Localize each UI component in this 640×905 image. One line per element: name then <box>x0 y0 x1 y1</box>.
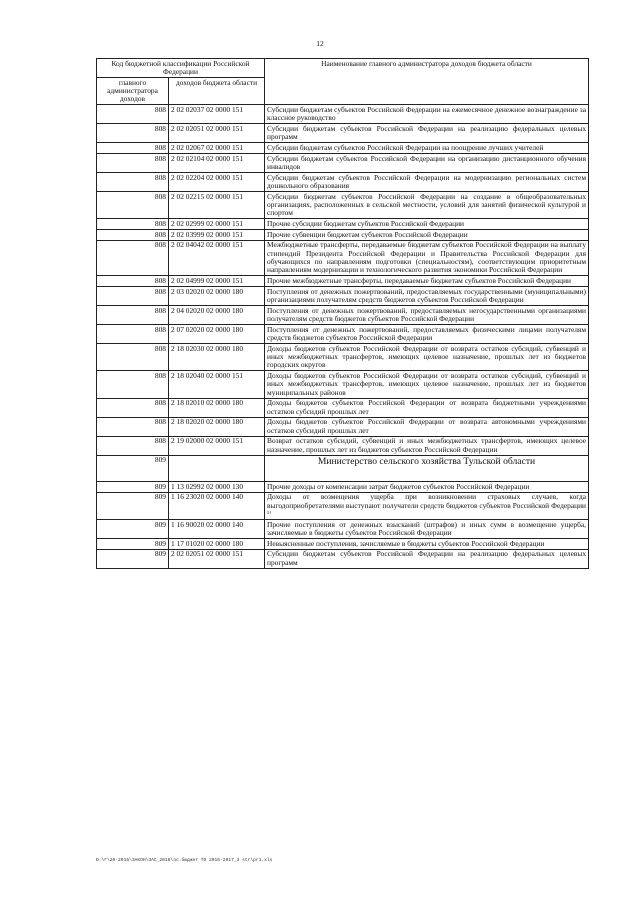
admin-code-cell: 808 <box>97 105 169 124</box>
income-name-cell: Субсидии бюджетам субъектов Российской Федерации на поощрение лучших учителей <box>265 143 589 154</box>
income-code-cell: 1 16 23020 02 0000 140 <box>169 492 265 519</box>
income-name-cell: Прочие межбюджетные трансферты, передаваемые бюджетам субъектов Российской Федерации <box>265 276 589 287</box>
income-code-cell <box>169 455 265 481</box>
table-row <box>97 549 589 568</box>
table-row <box>97 398 589 417</box>
income-name-cell: Доходы от возмещения ущерба при возникновении страховых случаев, когда выгодоприобретателями выступают получатели средств бюджетов субъектов Российской Федерации ¹⁾ <box>265 492 589 519</box>
income-code-cell: 2 02 02999 02 0000 151 <box>169 219 265 230</box>
income-code-cell: 2 02 02215 02 0000 151 <box>169 192 265 219</box>
income-code-cell: 2 07 02020 02 0000 180 <box>169 325 265 344</box>
admin-code-cell: 808 <box>97 306 169 325</box>
income-name-cell: Субсидии бюджетам субъектов Российской Федерации на модернизацию региональных систем дошкольного образования <box>265 173 589 192</box>
admin-code-cell: 809 <box>97 455 169 481</box>
table-row <box>97 417 589 436</box>
table-row <box>97 173 589 192</box>
page-number: 12 <box>316 39 324 48</box>
income-code-cell: 2 02 04999 02 0000 151 <box>169 276 265 287</box>
file-path-footer: D:\Г\20-2015\ЗАКОН\ЗАС_2016\зс.бюджет ТО 2015-2017_3 str\pr1.xls <box>96 858 273 863</box>
table-row <box>97 219 589 230</box>
admin-code-cell: 808 <box>97 344 169 371</box>
income-name-cell: Доходы бюджетов субъектов Российской Федерации от возврата остатков субсидий, субвенций и иных межбюджетных трансфертов, имеющих целевое назначение, прошлых лет из бюджетов городских округов <box>265 344 589 371</box>
income-code-cell: 2 02 02051 02 0000 151 <box>169 549 265 568</box>
income-name-cell: Субсидии бюджетам субъектов Российской Федерации на реализацию федеральных целевых программ <box>265 124 589 143</box>
admin-code-cell: 809 <box>97 520 169 539</box>
table-body <box>97 105 589 568</box>
admin-code-cell: 808 <box>97 371 169 398</box>
income-name-cell: Прочие поступления от денежных взысканий (штрафов) и иных сумм в возмещение ущерба, зачисляемые в бюджеты субъектов Российской Федерации <box>265 520 589 539</box>
table-row <box>97 492 589 519</box>
income-name-cell: Субсидии бюджетам субъектов Российской Федерации на организацию дистанционного обучения инвалидов <box>265 154 589 173</box>
income-code-cell: 2 18 02030 02 0000 180 <box>169 344 265 371</box>
income-name-cell: Прочие субвенции бюджетам субъектов Российской Федерации <box>265 230 589 241</box>
income-name-cell: Субсидии бюджетам субъектов Российской Федерации на создание в общеобразовательных организациях, расположенных в сельской местности, условий для занятий физической культурой и спортом <box>265 192 589 219</box>
admin-code-cell: 808 <box>97 398 169 417</box>
table-row <box>97 143 589 154</box>
table-row <box>97 371 589 398</box>
table-row <box>97 539 589 550</box>
admin-code-cell: 808 <box>97 230 169 241</box>
income-name-cell: Прочие доходы от компенсации затрат бюджетов субъектов Российской Федерации <box>265 482 589 493</box>
income-name-cell: Невыясненные поступления, зачисляемые в бюджеты субъектов Российской Федерации <box>265 539 589 550</box>
admin-code-cell: 808 <box>97 219 169 230</box>
admin-code-cell: 808 <box>97 154 169 173</box>
budget-classification-table <box>96 58 589 569</box>
income-name-cell: Доходы бюджетов субъектов Российской Федерации от возврата остатков субсидий, субвенций и иных межбюджетных трансфертов, имеющих целевое назначение, прошлых лет из бюджетов муниципальных районов <box>265 371 589 398</box>
income-name-cell: Поступления от денежных пожертвований, предоставляемых физическими лицами получателям средств бюджетов субъектов Российской Федерации <box>265 325 589 344</box>
table-row <box>97 105 589 124</box>
income-name-cell: Поступления от денежных пожертвований, предоставляемых негосударственными организациями получателям средств бюджетов субъектов Российской Федерации <box>265 306 589 325</box>
income-code-cell: 2 02 02037 02 0000 151 <box>169 105 265 124</box>
table-row <box>97 344 589 371</box>
income-code-cell: 1 13 02992 02 0000 130 <box>169 482 265 493</box>
admin-code-cell: 808 <box>97 173 169 192</box>
income-column-header: доходов бюджета области <box>169 78 265 105</box>
admin-code-cell: 808 <box>97 240 169 276</box>
income-name-cell: Субсидии бюджетам субъектов Российской Федерации на ежемесячное денежное вознаграждение за классное руководство <box>265 105 589 124</box>
admin-code-cell: 808 <box>97 417 169 436</box>
table-row <box>97 287 589 306</box>
table-row <box>97 520 589 539</box>
income-code-cell: 2 02 02067 02 0000 151 <box>169 143 265 154</box>
income-name-cell: Прочие субсидии бюджетам субъектов Российской Федерации <box>265 219 589 230</box>
income-name-cell: Субсидии бюджетам субъектов Российской Федерации на реализацию федеральных целевых программ <box>265 549 589 568</box>
admin-code-cell: 809 <box>97 482 169 493</box>
admin-code-cell: 808 <box>97 436 169 455</box>
admin-code-cell: 808 <box>97 325 169 344</box>
income-code-cell: 2 18 02020 02 0000 180 <box>169 417 265 436</box>
income-code-cell: 1 17 01020 02 0000 180 <box>169 539 265 550</box>
income-code-cell: 2 04 02020 02 0000 180 <box>169 306 265 325</box>
income-code-cell: 2 02 02104 02 0000 151 <box>169 154 265 173</box>
income-code-cell: 2 02 02204 02 0000 151 <box>169 173 265 192</box>
table-row <box>97 124 589 143</box>
admin-code-cell: 809 <box>97 549 169 568</box>
table-row <box>97 230 589 241</box>
income-code-cell: 1 16 90020 02 0000 140 <box>169 520 265 539</box>
income-name-cell: Межбюджетные трансферты, передаваемые бюджетам субъектов Российской Федерации на выплату стипендий Президента Российской Федерации и Правительства Российской Федерации для обучающихся по направлениям подготовки (специальностям), соответствующим приоритетным направлениям модернизации и технологического развития экономики Российской Федерации <box>265 240 589 276</box>
admin-code-cell: 808 <box>97 124 169 143</box>
table-row <box>97 192 589 219</box>
admin-code-cell: 809 <box>97 539 169 550</box>
ministry-title-cell: Министерство сельского хозяйства Тульской области <box>265 455 589 481</box>
admin-code-cell: 808 <box>97 143 169 154</box>
ministry-row <box>97 455 589 481</box>
income-name-cell: Доходы бюджетов субъектов Российской Федерации от возврата бюджетными учреждениями остатков субсидий прошлых лет <box>265 398 589 417</box>
admin-column-header: главного администратора доходов <box>97 78 169 105</box>
income-code-cell: 2 19 02000 02 0000 151 <box>169 436 265 455</box>
table-row <box>97 154 589 173</box>
income-code-cell: 2 02 03999 02 0000 151 <box>169 230 265 241</box>
income-code-cell: 2 18 02040 02 0000 151 <box>169 371 265 398</box>
table-row <box>97 436 589 455</box>
income-name-cell: Возврат остатков субсидий, субвенций и иных межбюджетных трансфертов, имеющих целевое назначение, прошлых лет из бюджетов субъектов Российской Федерации <box>265 436 589 455</box>
name-column-header: Наименование главного администратора доходов бюджета области <box>265 59 589 105</box>
table-row <box>97 240 589 276</box>
income-name-cell: Поступления от денежных пожертвований, предоставляемых государственными (муниципальными) организациями получателям средств бюджетов субъектов Российской Федерации <box>265 287 589 306</box>
admin-code-cell: 808 <box>97 192 169 219</box>
table-row <box>97 325 589 344</box>
table-row <box>97 306 589 325</box>
income-code-cell: 2 02 02051 02 0000 151 <box>169 124 265 143</box>
table-row <box>97 482 589 493</box>
admin-code-cell: 808 <box>97 287 169 306</box>
income-code-cell: 2 18 02010 02 0000 180 <box>169 398 265 417</box>
code-group-header: Код бюджетной классификации Российской Федерации <box>97 59 265 78</box>
income-code-cell: 2 03 02020 02 0000 180 <box>169 287 265 306</box>
income-name-cell: Доходы бюджетов субъектов Российской Федерации от возврата автономными учреждениями остатков субсидий прошлых лет <box>265 417 589 436</box>
table-row <box>97 276 589 287</box>
admin-code-cell: 809 <box>97 492 169 519</box>
income-code-cell: 2 02 04042 02 0000 151 <box>169 240 265 276</box>
admin-code-cell: 808 <box>97 276 169 287</box>
